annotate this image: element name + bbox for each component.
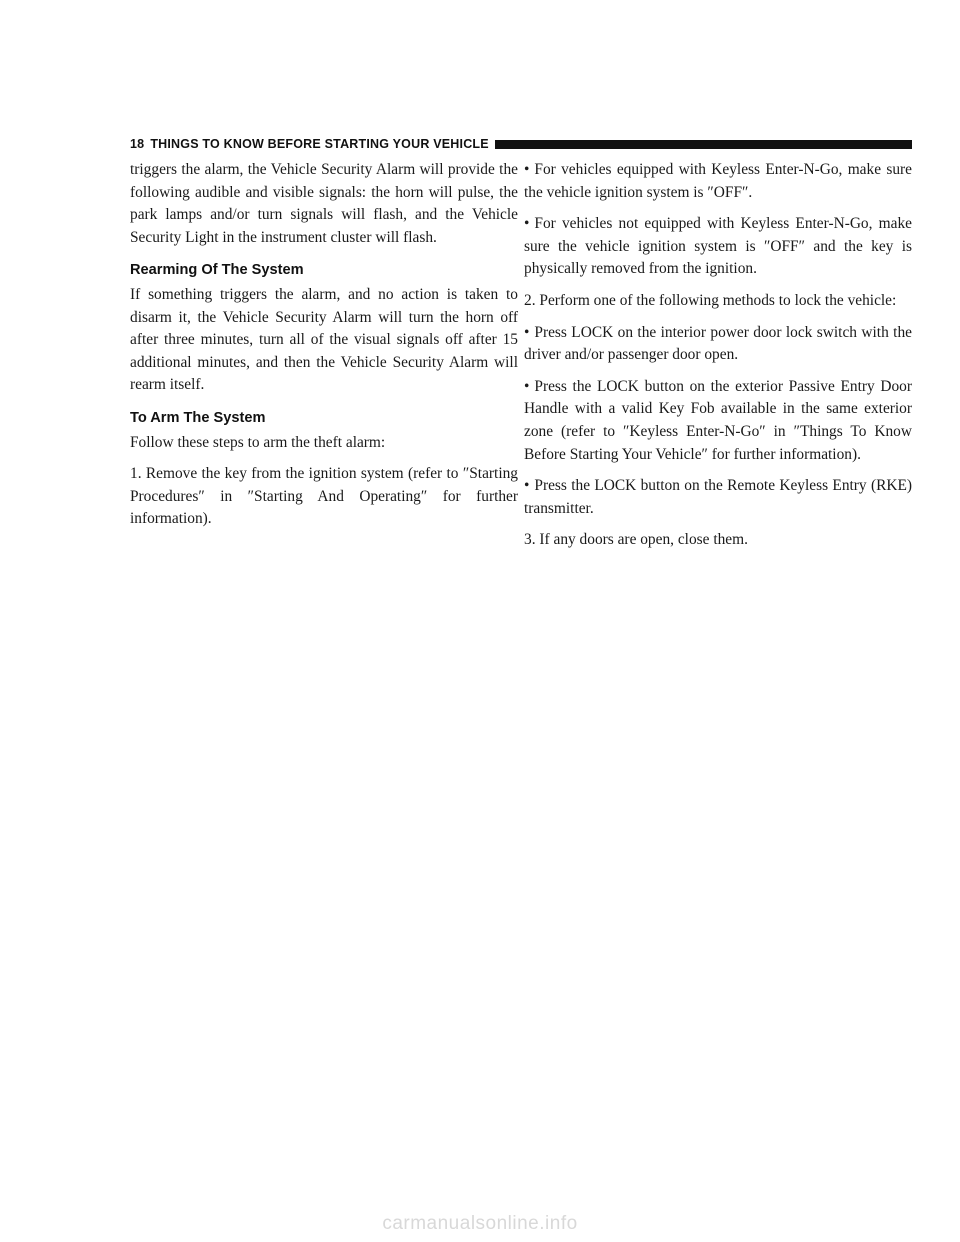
header-rule [495, 140, 912, 149]
heading-rearming: Rearming Of The System [130, 262, 304, 279]
bullet-interior-lock: • Press LOCK on the interior power door lock switch with the driver and/or passenger door open. [524, 322, 912, 367]
step-2: 2. Perform one of the following methods to lock the vehicle: [524, 291, 897, 309]
paragraph-alarm-signals: triggers the alarm, the Vehicle Security Alarm will provide the following audible and visible signals: the horn will pulse, the park lamps and/or turn signals will flash, and the Vehicle Security Light in the instrument cluster will flash. [130, 161, 518, 246]
bullet-no-keyless: • For vehicles not equipped with Keyless Enter-N-Go, make sure the vehicle ignition system is ″OFF″ and the key is physically removed from the ignition. [524, 213, 912, 281]
right-column [524, 159, 912, 561]
section-title: THINGS TO KNOW BEFORE STARTING YOUR VEHICLE [150, 137, 489, 151]
paragraph-rearming: If something triggers the alarm, and no action is taken to disarm it, the Vehicle Security Alarm will turn the horn off after three minutes, turn all of the visual signals off after 15 additional minutes, and then the Vehicle Security Alarm will rearm itself. [130, 285, 518, 394]
heading-arm-system: To Arm The System [130, 409, 266, 426]
bullet-rke: • Press the LOCK button on the Remote Keyless Entry (RKE) transmitter. [524, 475, 912, 520]
left-column [130, 159, 518, 540]
step-1: 1. Remove the key from the ignition system (refer to ″Starting Procedures″ in ″Starting And Operating″ for further information). [130, 465, 518, 528]
paragraph-follow-steps: Follow these steps to arm the theft alarm: [130, 433, 386, 451]
bullet-keyless-off: • For vehicles equipped with Keyless Enter-N-Go, make sure the vehicle ignition system is ″OFF″. [524, 159, 912, 204]
running-header [130, 135, 912, 153]
bullet-passive-entry: • Press the LOCK button on the exterior Passive Entry Door Handle with a valid Key Fob available in the same exterior zone (refer to ″Keyless Enter-N-Go″ in ″Things To Know Before Starting Your Vehicle″ for further information). [524, 376, 912, 466]
step-3: 3. If any doors are open, close them. [524, 531, 748, 549]
page-number: 18 [130, 137, 145, 151]
watermark: carmanualsonline.info [382, 1213, 578, 1234]
